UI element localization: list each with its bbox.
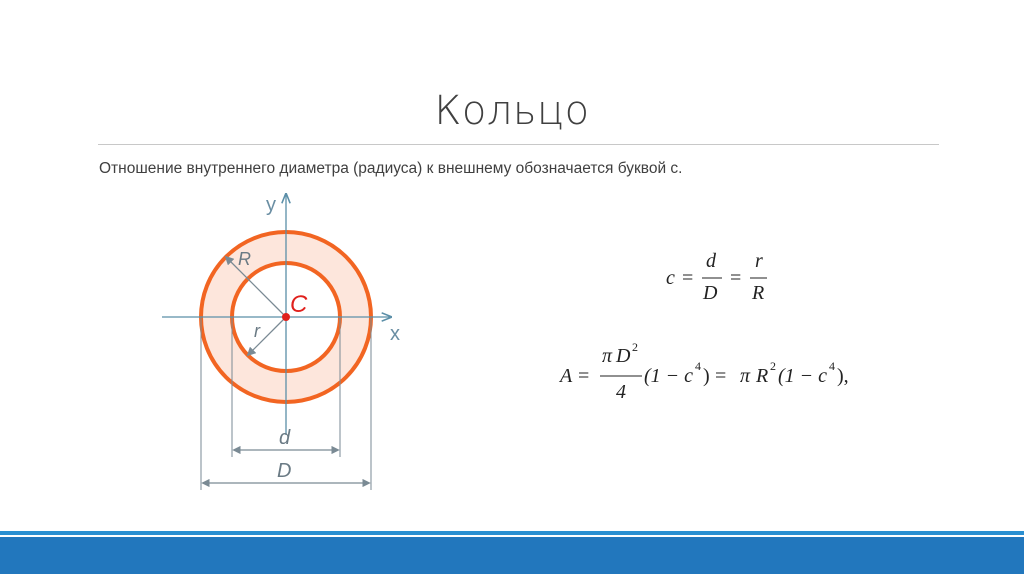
- ratio-c: c: [666, 267, 675, 289]
- ratio-R: R: [752, 282, 765, 304]
- area-D: D: [616, 345, 631, 367]
- ratio-d: d: [706, 250, 716, 272]
- slide-title: Кольцо: [434, 88, 590, 134]
- ratio-eq1: =: [682, 267, 694, 289]
- area-close2: ),: [837, 365, 849, 387]
- inner-diameter-label: d: [279, 427, 291, 449]
- area-paren1: (1 − c: [644, 365, 694, 387]
- area-exp1: 2: [632, 340, 638, 354]
- area-R: R: [756, 365, 769, 387]
- area-formula: [558, 340, 849, 403]
- footer-accent-line: [0, 531, 1024, 535]
- ratio-eq2: =: [730, 267, 742, 289]
- ring-diagram: [150, 185, 440, 505]
- outer-radius-label: R: [238, 249, 251, 269]
- inner-radius-label: r: [254, 321, 260, 341]
- slide-body-text: Отношение внутреннего диаметра (радиуса) к внешнему обозначается буквой с.: [99, 160, 683, 177]
- area-close1: ): [703, 365, 710, 387]
- center-point: [282, 313, 290, 321]
- outer-diameter-label: D: [277, 460, 292, 482]
- area-paren2: (1 − c: [778, 365, 828, 387]
- area-exp4: 4: [829, 359, 835, 373]
- area-eq2: =: [715, 365, 727, 387]
- footer-bar: [0, 537, 1024, 574]
- area-eq1: =: [578, 365, 590, 387]
- ratio-formula: [666, 250, 767, 304]
- area-den: 4: [616, 381, 626, 403]
- ratio-D: D: [703, 282, 718, 304]
- area-pi2: π: [740, 365, 751, 387]
- y-axis-label: y: [266, 194, 276, 216]
- x-axis-label: x: [390, 323, 400, 345]
- area-exp3: 2: [770, 359, 776, 373]
- area-pi1: π: [602, 345, 613, 367]
- ratio-r: r: [755, 250, 763, 272]
- area-exp2: 4: [695, 359, 701, 373]
- center-label: C: [290, 291, 308, 318]
- formulas: [550, 240, 910, 410]
- area-A: A: [560, 365, 573, 387]
- title-divider: [98, 144, 939, 145]
